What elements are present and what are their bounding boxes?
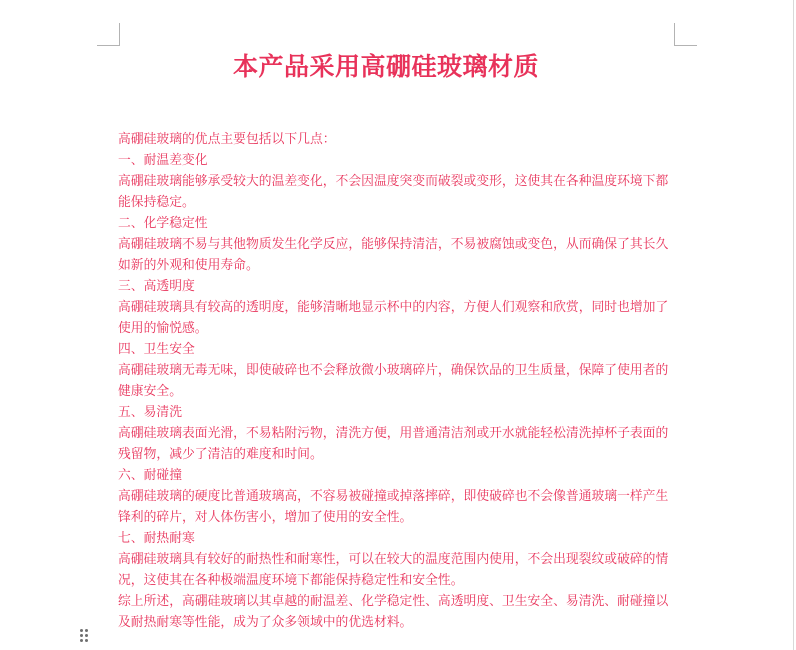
paragraph-hygiene-safety[interactable]: 高硼硅玻璃无毒无味，即使破碎也不会释放微小玻璃碎片，确保饮品的卫生质量，保障了使用者的健康安全。 [118,363,669,399]
paragraph-easy-clean[interactable]: 高硼硅玻璃表面光滑，不易粘附污物，清洗方便，用普通清洁剂或开水就能轻松清洗掉杯子表面的残留物，减少了清洁的难度和时间。 [118,426,669,462]
heading-impact-resistance[interactable]: 六、耐碰撞 [118,468,182,483]
paragraph-summary[interactable]: 综上所述，高硼硅玻璃以其卓越的耐温差、化学稳定性、高透明度、卫生安全、易清洗、耐碰撞以及耐热耐寒等性能，成为了众多领域中的优选材料。 [118,594,669,630]
crop-mark-top-left [97,23,120,46]
heading-easy-clean[interactable]: 五、易清洗 [118,405,182,420]
heading-temperature-difference[interactable]: 一、耐温差变化 [118,153,208,168]
document-title[interactable]: 本产品采用高硼硅玻璃材质 [232,52,539,81]
drag-handle-icon[interactable] [80,629,90,645]
paragraph-chemical-stability[interactable]: 高硼硅玻璃不易与其他物质发生化学反应，能够保持清洁，不易被腐蚀或变色，从而确保了其长久如新的外观和使用寿命。 [118,237,669,273]
page-edge [793,0,794,650]
paragraph-intro[interactable]: 高硼硅玻璃的优点主要包括以下几点： [118,132,336,147]
heading-heat-cold-resistance[interactable]: 七、耐热耐寒 [118,531,195,546]
heading-chemical-stability[interactable]: 二、化学稳定性 [118,216,208,231]
crop-mark-top-right [674,23,697,46]
paragraph-temperature-difference[interactable]: 高硼硅玻璃能够承受较大的温差变化，不会因温度突变而破裂或变形，这使其在各种温度环境下都能保持稳定。 [118,174,669,210]
heading-hygiene-safety[interactable]: 四、卫生安全 [118,342,195,357]
document-body[interactable] [118,129,676,633]
paragraph-transparency[interactable]: 高硼硅玻璃具有较高的透明度，能够清晰地显示杯中的内容，方便人们观察和欣赏，同时也增加了使用的愉悦感。 [118,300,669,336]
paragraph-impact-resistance[interactable]: 高硼硅玻璃的硬度比普通玻璃高，不容易被碰撞或掉落摔碎，即使破碎也不会像普通玻璃一样产生锋利的碎片，对人体伤害小，增加了使用的安全性。 [118,489,669,525]
paragraph-heat-cold-resistance[interactable]: 高硼硅玻璃具有较好的耐热性和耐寒性，可以在较大的温度范围内使用，不会出现裂纹或破碎的情况，这使其在各种极端温度环境下都能保持稳定性和安全性。 [118,552,669,588]
heading-transparency[interactable]: 三、高透明度 [118,279,195,294]
